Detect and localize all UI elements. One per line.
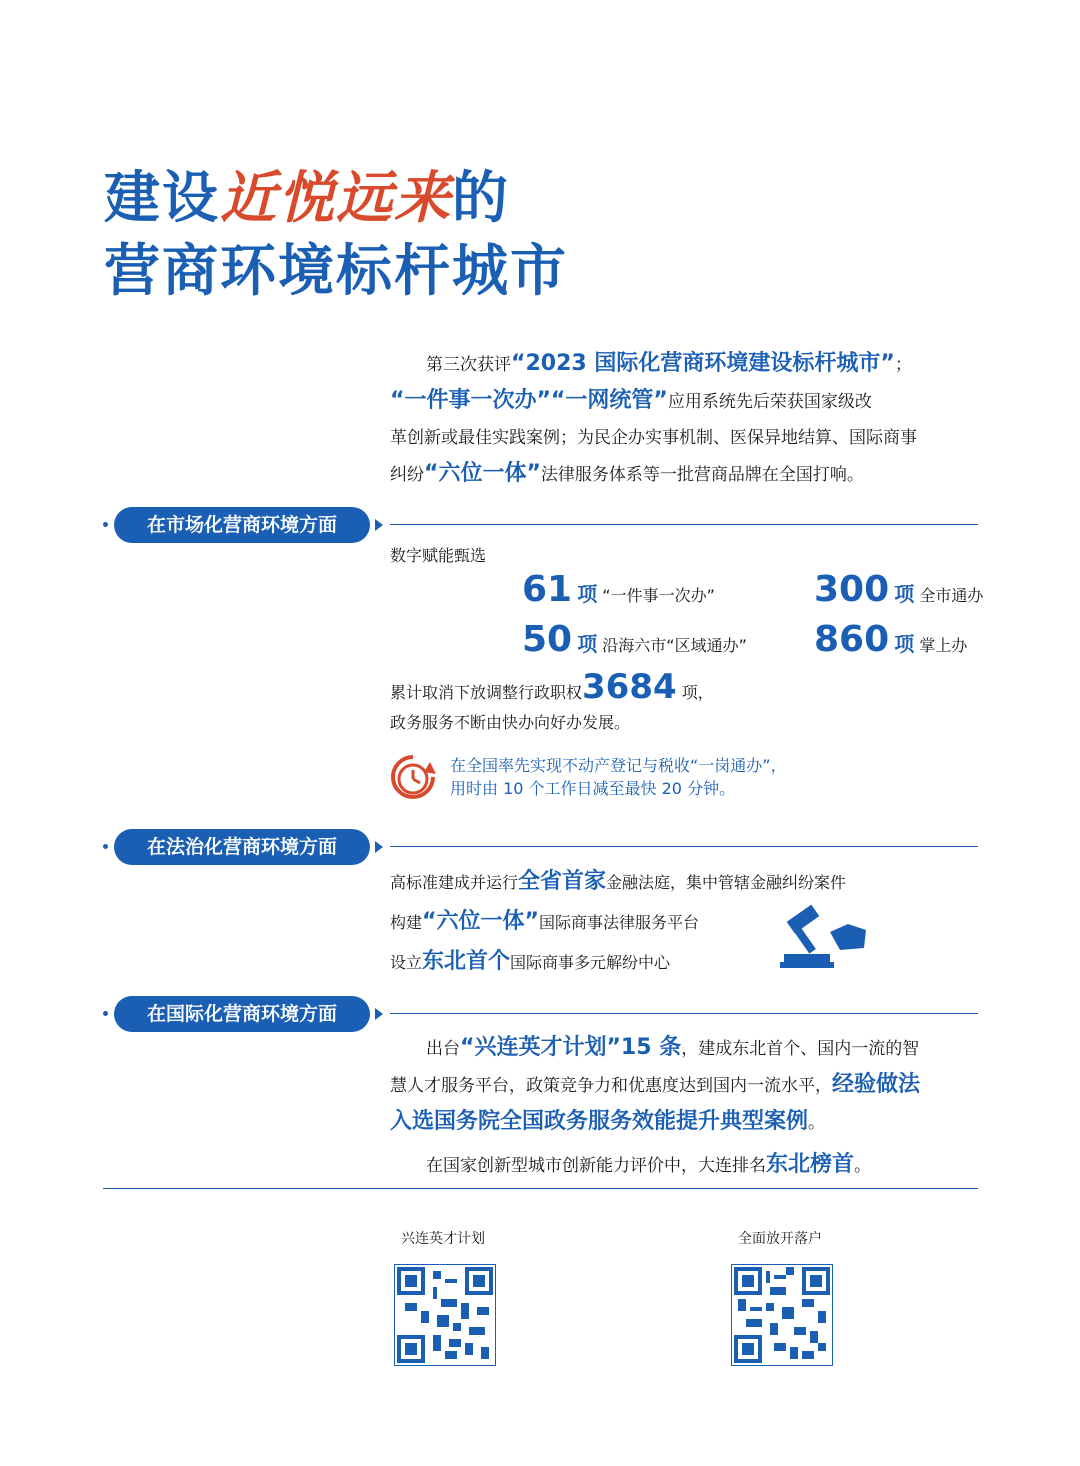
digital-label: 数字赋能甄选 bbox=[390, 546, 487, 565]
intro-text: 应用系统先后荣获国家级改 bbox=[667, 392, 872, 412]
stat-item bbox=[814, 619, 968, 660]
stat-number: 61 bbox=[522, 569, 573, 610]
section-title-law: 在法治化营商环境方面 bbox=[114, 829, 370, 865]
section-dot bbox=[103, 844, 108, 849]
intro-text: ； bbox=[894, 355, 912, 375]
law-text: 设立 bbox=[390, 953, 423, 972]
page-title-line1 bbox=[104, 165, 510, 231]
stat-label: 沿海六市“区域通办” bbox=[602, 636, 747, 655]
section-arrow bbox=[375, 841, 383, 853]
intl-paragraph bbox=[390, 1030, 980, 1184]
qr-label: 兴连英才计划 bbox=[401, 1231, 485, 1247]
stat-label: “一件事一次办” bbox=[602, 586, 715, 605]
section-divider bbox=[390, 846, 978, 847]
stat-label: 掌上办 bbox=[919, 636, 968, 655]
clock-line2: 用时由 10 个工作日减至最快 20 分钟。 bbox=[450, 779, 736, 798]
stat-unit: 项 bbox=[894, 632, 915, 656]
intl-text: 。 bbox=[854, 1156, 872, 1176]
cancel-text: 项， bbox=[681, 683, 714, 702]
intl-text: 出台 bbox=[426, 1039, 460, 1059]
law-text: 高标准建成并运行 bbox=[390, 873, 519, 892]
title-highlight: 近悦远来 bbox=[220, 165, 452, 231]
law-highlight: 全省首家 bbox=[518, 869, 607, 894]
stat-item bbox=[814, 569, 984, 610]
section-title-intl: 在国际化营商环境方面 bbox=[114, 996, 370, 1032]
intro-highlight: “2023 国际化营商环境建设标杆城市” bbox=[511, 351, 895, 376]
intro-text: 法律服务体系等一批营商品牌在全国打响。 bbox=[540, 465, 864, 485]
page-title-line2: 营商环境标杆城市 bbox=[104, 239, 568, 304]
intl-highlight: 经验做法 bbox=[832, 1072, 921, 1097]
stat-item bbox=[522, 569, 715, 610]
stat-item bbox=[522, 619, 747, 660]
qr-code[interactable] bbox=[394, 1264, 496, 1366]
gavel-icon bbox=[778, 902, 870, 970]
law-item bbox=[390, 862, 846, 902]
section-arrow bbox=[375, 519, 383, 531]
law-text: 国际商事多元解纷中心 bbox=[510, 953, 671, 972]
stat-label: 全市通办 bbox=[919, 586, 984, 605]
intl-text: 慧人才服务平台，政策竞争力和优惠度达到国内一流水平， bbox=[390, 1076, 832, 1096]
law-highlight: “六位一体” bbox=[422, 909, 539, 934]
intl-highlight: 东北榜首 bbox=[766, 1152, 855, 1177]
law-highlight: 东北首个 bbox=[422, 949, 511, 974]
title-part1: 建设 bbox=[104, 166, 220, 231]
stat-number: 300 bbox=[814, 569, 890, 610]
clock-text bbox=[450, 754, 787, 800]
stat-number: 860 bbox=[814, 619, 890, 660]
stat-unit: 项 bbox=[894, 582, 915, 606]
section-divider bbox=[390, 1013, 978, 1014]
intro-highlight: “六位一体” bbox=[424, 461, 541, 486]
section-dot bbox=[103, 522, 108, 527]
stat-unit: 项 bbox=[577, 632, 598, 656]
intro-highlight: “一件事一次办”“一网统管” bbox=[390, 388, 668, 413]
cancel-text: 累计取消下放调整行政职权 bbox=[390, 683, 583, 702]
intl-text: 。 bbox=[808, 1113, 826, 1133]
intl-text: ，建成东北首个、国内一流的智 bbox=[681, 1039, 920, 1059]
clock-line1: 在全国率先实现不动产登记与税收“一岗通办”， bbox=[450, 756, 787, 775]
section-divider bbox=[390, 524, 978, 525]
stat-unit: 项 bbox=[577, 582, 598, 606]
law-text: 金融法庭，集中管辖金融纠纷案件 bbox=[606, 873, 847, 892]
law-text: 国际商事法律服务平台 bbox=[538, 913, 699, 932]
intro-text: 纠纷 bbox=[390, 465, 424, 485]
intl-highlight: 入选国务院全国政务服务效能提升典型案例 bbox=[390, 1109, 809, 1134]
section-arrow bbox=[375, 1008, 383, 1020]
intro-text: 第三次获评 bbox=[426, 355, 511, 375]
qr-label: 全面放开落户 bbox=[738, 1231, 822, 1247]
title-part2: 的 bbox=[452, 166, 510, 231]
bottom-divider bbox=[103, 1188, 978, 1189]
qr-code[interactable] bbox=[731, 1264, 833, 1366]
section-title-market: 在市场化营商环境方面 bbox=[114, 507, 370, 543]
intl-text: 在国家创新型城市创新能力评价中，大连排名 bbox=[426, 1156, 766, 1176]
intro-paragraph bbox=[390, 346, 980, 493]
section-dot bbox=[103, 1011, 108, 1016]
law-text: 构建 bbox=[390, 913, 423, 932]
intro-text: 革创新或最佳实践案例；为民企办实事机制、医保异地结算、国际商事 bbox=[390, 428, 917, 448]
stat-number: 50 bbox=[522, 619, 573, 660]
cancel-line2: 政务服务不断由快办向好办发展。 bbox=[390, 713, 631, 732]
intl-highlight: “兴连英才计划”15 条 bbox=[460, 1035, 682, 1060]
clock-icon bbox=[388, 752, 438, 802]
cancel-number: 3684 bbox=[582, 667, 677, 707]
cancel-line bbox=[390, 667, 714, 707]
